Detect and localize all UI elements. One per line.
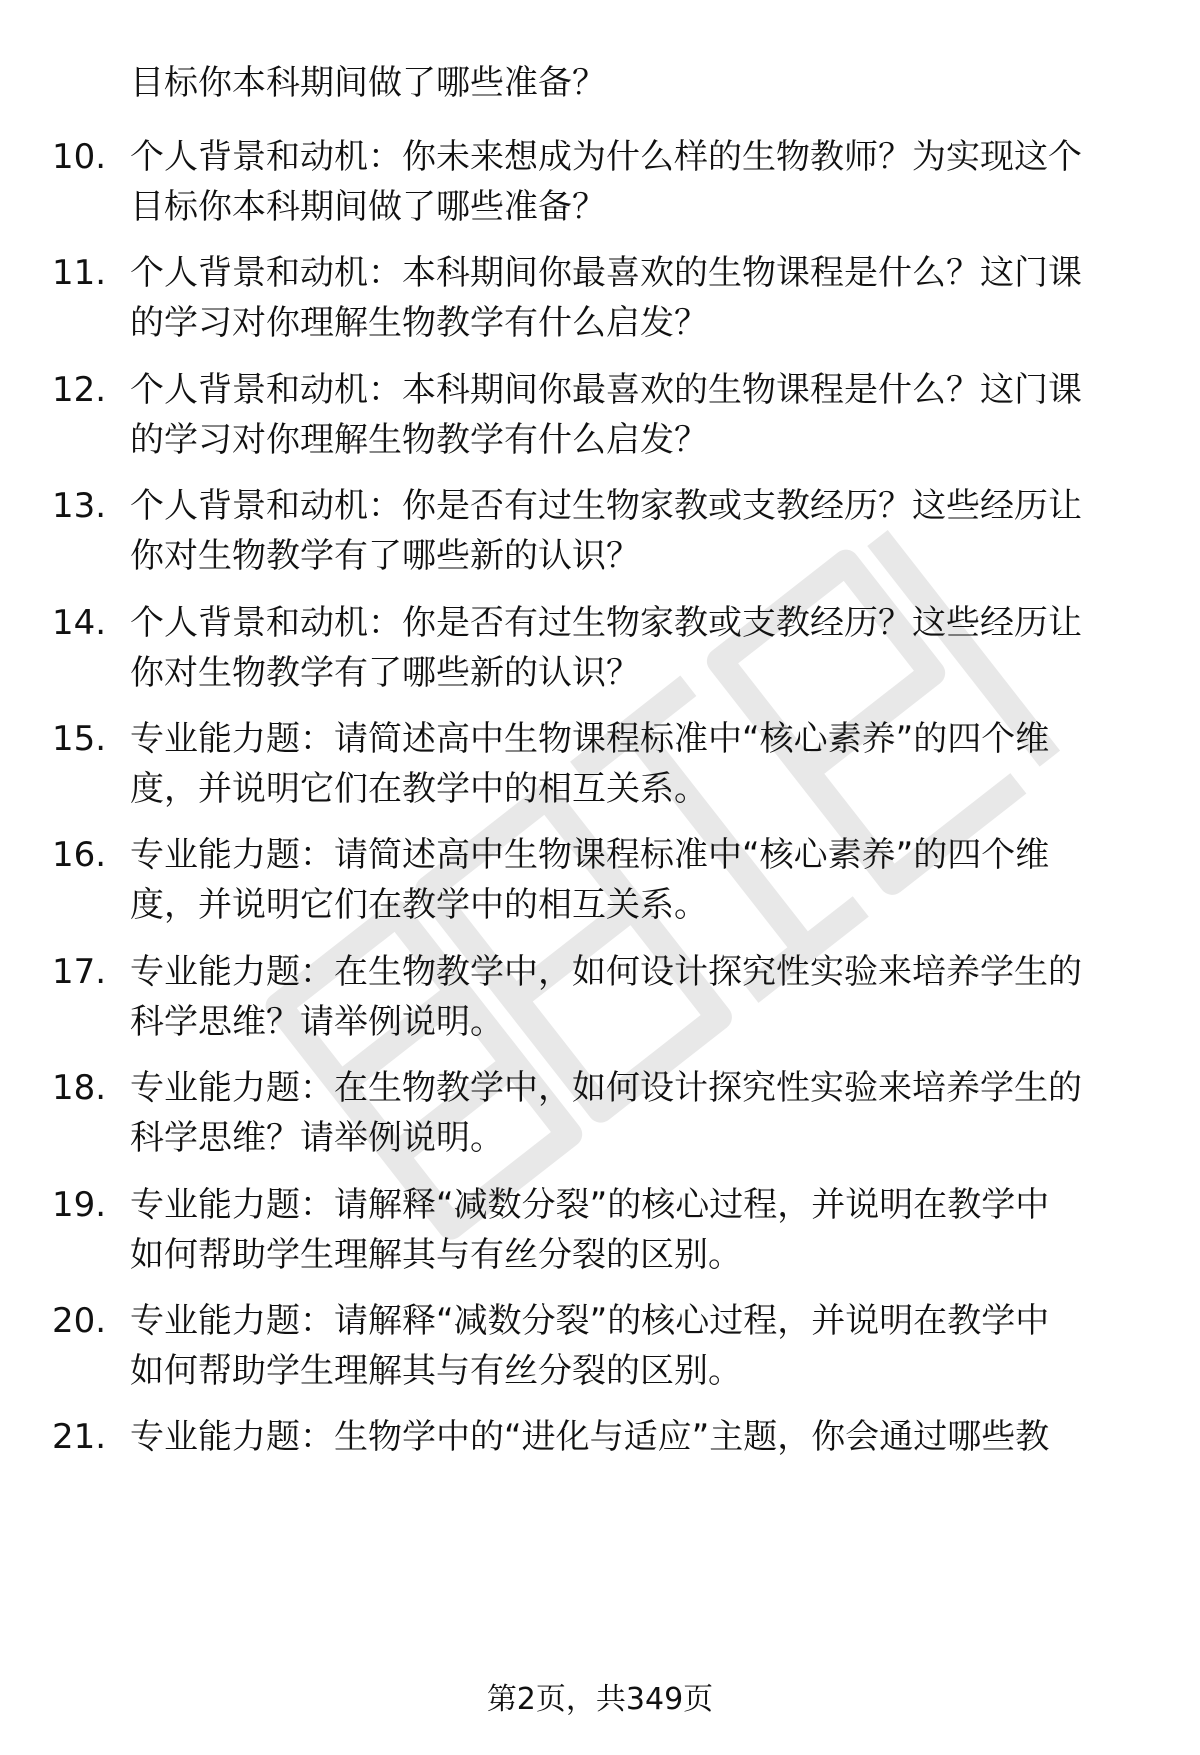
question-text-line: 的学习对你理解生物教学有什么启发？ — [130, 303, 708, 343]
question-item — [0, 714, 1200, 834]
question-text-line: 专业能力题：在生物教学中，如何设计探究性实验来培养学生的 — [130, 1068, 1082, 1108]
question-text-line: 专业能力题：请简述高中生物课程标准中“核心素养”的四个维 — [130, 835, 1050, 875]
question-item — [0, 132, 1200, 252]
question-text-line: 你对生物教学有了哪些新的认识？ — [130, 536, 640, 576]
question-text-line: 如何帮助学生理解其与有丝分裂的区别。 — [130, 1351, 742, 1391]
question-number: 13. — [52, 486, 107, 526]
question-text-line: 个人背景和动机：你是否有过生物家教或支教经历？这些经历让 — [130, 603, 1082, 643]
question-number: 21. — [52, 1417, 107, 1457]
question-text-line: 你对生物教学有了哪些新的认识？ — [130, 653, 640, 693]
question-item — [0, 1412, 1200, 1532]
question-number: 10. — [52, 137, 107, 177]
question-text-line: 专业能力题：在生物教学中，如何设计探究性实验来培养学生的 — [130, 952, 1082, 992]
question-number: 17. — [52, 952, 107, 992]
question-number: 20. — [52, 1301, 107, 1341]
question-text-line: 科学思维？请举例说明。 — [130, 1002, 504, 1042]
question-text-line: 如何帮助学生理解其与有丝分裂的区别。 — [130, 1235, 742, 1275]
page-number-footer: 第2页，共349页 — [486, 1682, 714, 1717]
question-text-line: 专业能力题：生物学中的“进化与适应”主题，你会通过哪些教 — [130, 1417, 1050, 1457]
question-text-line: 个人背景和动机：本科期间你最喜欢的生物课程是什么？这门课 — [130, 253, 1082, 293]
question-text-line: 专业能力题：请解释“减数分裂”的核心过程，并说明在教学中 — [130, 1301, 1050, 1341]
question-text-line: 个人背景和动机：你是否有过生物家教或支教经历？这些经历让 — [130, 486, 1082, 526]
question-text-line: 的学习对你理解生物教学有什么启发？ — [130, 420, 708, 460]
question-text-line: 专业能力题：请解释“减数分裂”的核心过程，并说明在教学中 — [130, 1185, 1050, 1225]
question-item — [0, 598, 1200, 718]
question-item — [0, 1296, 1200, 1416]
question-text-line: 科学思维？请举例说明。 — [130, 1118, 504, 1158]
question-number: 19. — [52, 1185, 107, 1225]
question-text-line: 目标你本科期间做了哪些准备？ — [130, 187, 606, 227]
question-text-line: 度，并说明它们在教学中的相互关系。 — [130, 769, 708, 809]
question-number: 12. — [52, 370, 107, 410]
question-number: 11. — [52, 253, 107, 293]
question-item — [0, 1180, 1200, 1300]
question-text-line: 度，并说明它们在教学中的相互关系。 — [130, 885, 708, 925]
question-item — [0, 248, 1200, 368]
question-item — [0, 830, 1200, 950]
question-number: 16. — [52, 835, 107, 875]
question-number: 14. — [52, 603, 107, 643]
question-item — [0, 1063, 1200, 1183]
continuation-line: 目标你本科期间做了哪些准备？ — [130, 63, 606, 103]
question-item — [0, 481, 1200, 601]
question-text-line: 专业能力题：请简述高中生物课程标准中“核心素养”的四个维 — [130, 719, 1050, 759]
question-item — [0, 947, 1200, 1067]
question-text-line: 个人背景和动机：本科期间你最喜欢的生物课程是什么？这门课 — [130, 370, 1082, 410]
question-text-line: 个人背景和动机：你未来想成为什么样的生物教师？为实现这个 — [130, 137, 1082, 177]
question-number: 18. — [52, 1068, 107, 1108]
question-number: 15. — [52, 719, 107, 759]
question-item — [0, 365, 1200, 485]
